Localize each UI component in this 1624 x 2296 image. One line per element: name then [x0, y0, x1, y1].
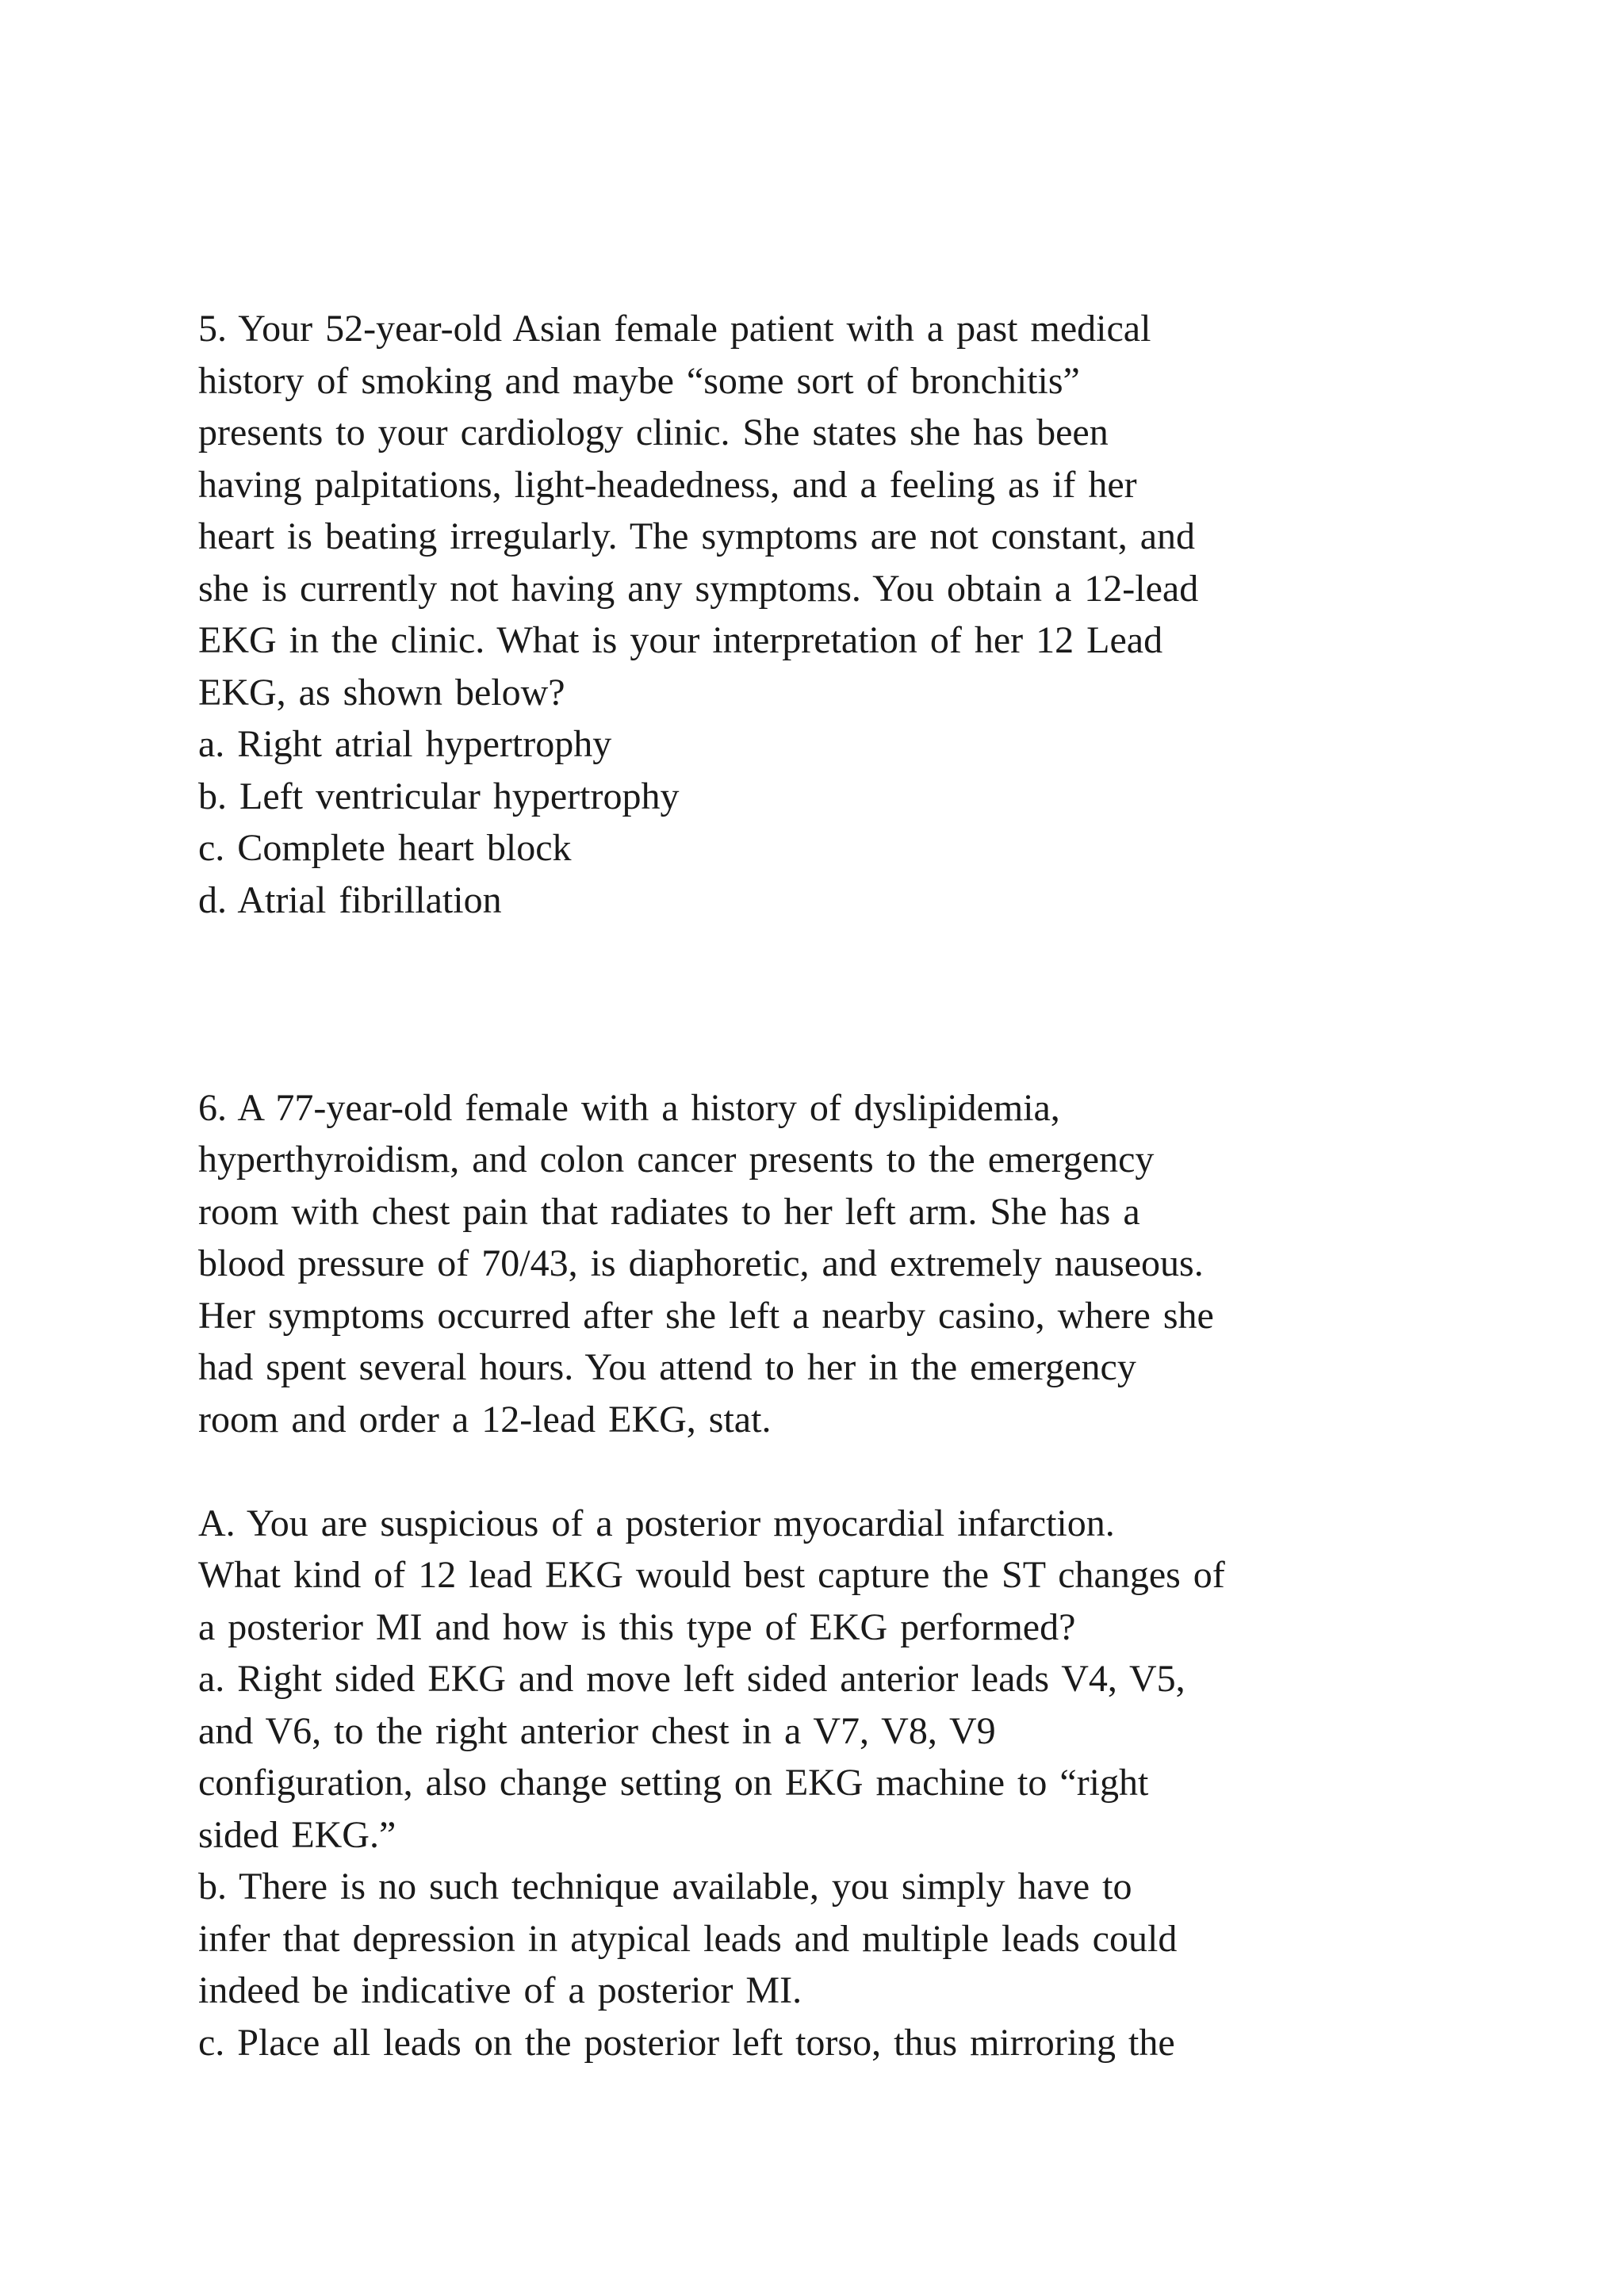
part-a-option-a: a. Right sided EKG and move left sided anterior leads V4, V5, [198, 1658, 1185, 1700]
part-a-option-b: b. There is no such technique available, you simply have to [198, 1866, 1132, 1908]
question-5-line: EKG, as shown below? [198, 671, 565, 714]
part-a-option-a: configuration, also change setting on EKG machine to “right [198, 1762, 1149, 1804]
question-5-line: she is currently not having any symptoms. You obtain a 12-lead [198, 567, 1199, 610]
question-5-line: having palpitations, light-headedness, and a feeling as if her [198, 463, 1137, 506]
part-a-line: A. You are suspicious of a posterior myocardial infarction. [198, 1502, 1115, 1544]
question-6-line: 6. A 77-year-old female with a history of dyslipidemia, [198, 1086, 1060, 1129]
paragraph-spacer [198, 1445, 1467, 1498]
question-6 [198, 1082, 1467, 1446]
question-6-line: Her symptoms occurred after she left a nearby casino, where she [198, 1294, 1214, 1337]
question-6-line: hyperthyroidism, and colon cancer presents to the emergency [198, 1138, 1155, 1181]
part-a-option-a: and V6, to the right anterior chest in a V7, V8, V9 [198, 1709, 996, 1752]
question-6-line: blood pressure of 70/43, is diaphoretic, and extremely nauseous. [198, 1242, 1204, 1284]
part-a-option-a: sided EKG.” [198, 1813, 396, 1856]
question-5-option-d: d. Atrial fibrillation [198, 878, 502, 921]
part-a-option-c: c. Place all leads on the posterior left torso, thus mirroring the [198, 2021, 1175, 2064]
question-5-option-a: a. Right atrial hypertrophy [198, 723, 612, 765]
question-5 [198, 303, 1467, 926]
part-a-option-b: indeed be indicative of a posterior MI. [198, 1969, 802, 2011]
question-5-line: 5. Your 52-year-old Asian female patient with a past medical [198, 308, 1151, 350]
question-5-line: history of smoking and maybe “some sort of bronchitis” [198, 359, 1080, 402]
part-a-line: a posterior MI and how is this type of EKG performed? [198, 1605, 1076, 1648]
document-body [198, 303, 1467, 2068]
question-5-line: presents to your cardiology clinic. She states she has been [198, 411, 1109, 453]
section-spacer [198, 926, 1467, 1082]
question-6-part-a [198, 1498, 1467, 2069]
question-6-line: room with chest pain that radiates to her left arm. She has a [198, 1190, 1140, 1233]
question-5-option-b: b. Left ventricular hypertrophy [198, 775, 680, 817]
part-a-line: What kind of 12 lead EKG would best capture the ST changes of [198, 1554, 1225, 1596]
part-a-option-b: infer that depression in atypical leads and multiple leads could [198, 1917, 1178, 1960]
question-6-line: had spent several hours. You attend to her in the emergency [198, 1346, 1136, 1388]
question-5-option-c: c. Complete heart block [198, 827, 572, 869]
question-6-line: room and order a 12-lead EKG, stat. [198, 1398, 772, 1441]
question-5-line: EKG in the clinic. What is your interpretation of her 12 Lead [198, 619, 1163, 661]
question-5-line: heart is beating irregularly. The symptoms are not constant, and [198, 515, 1195, 557]
